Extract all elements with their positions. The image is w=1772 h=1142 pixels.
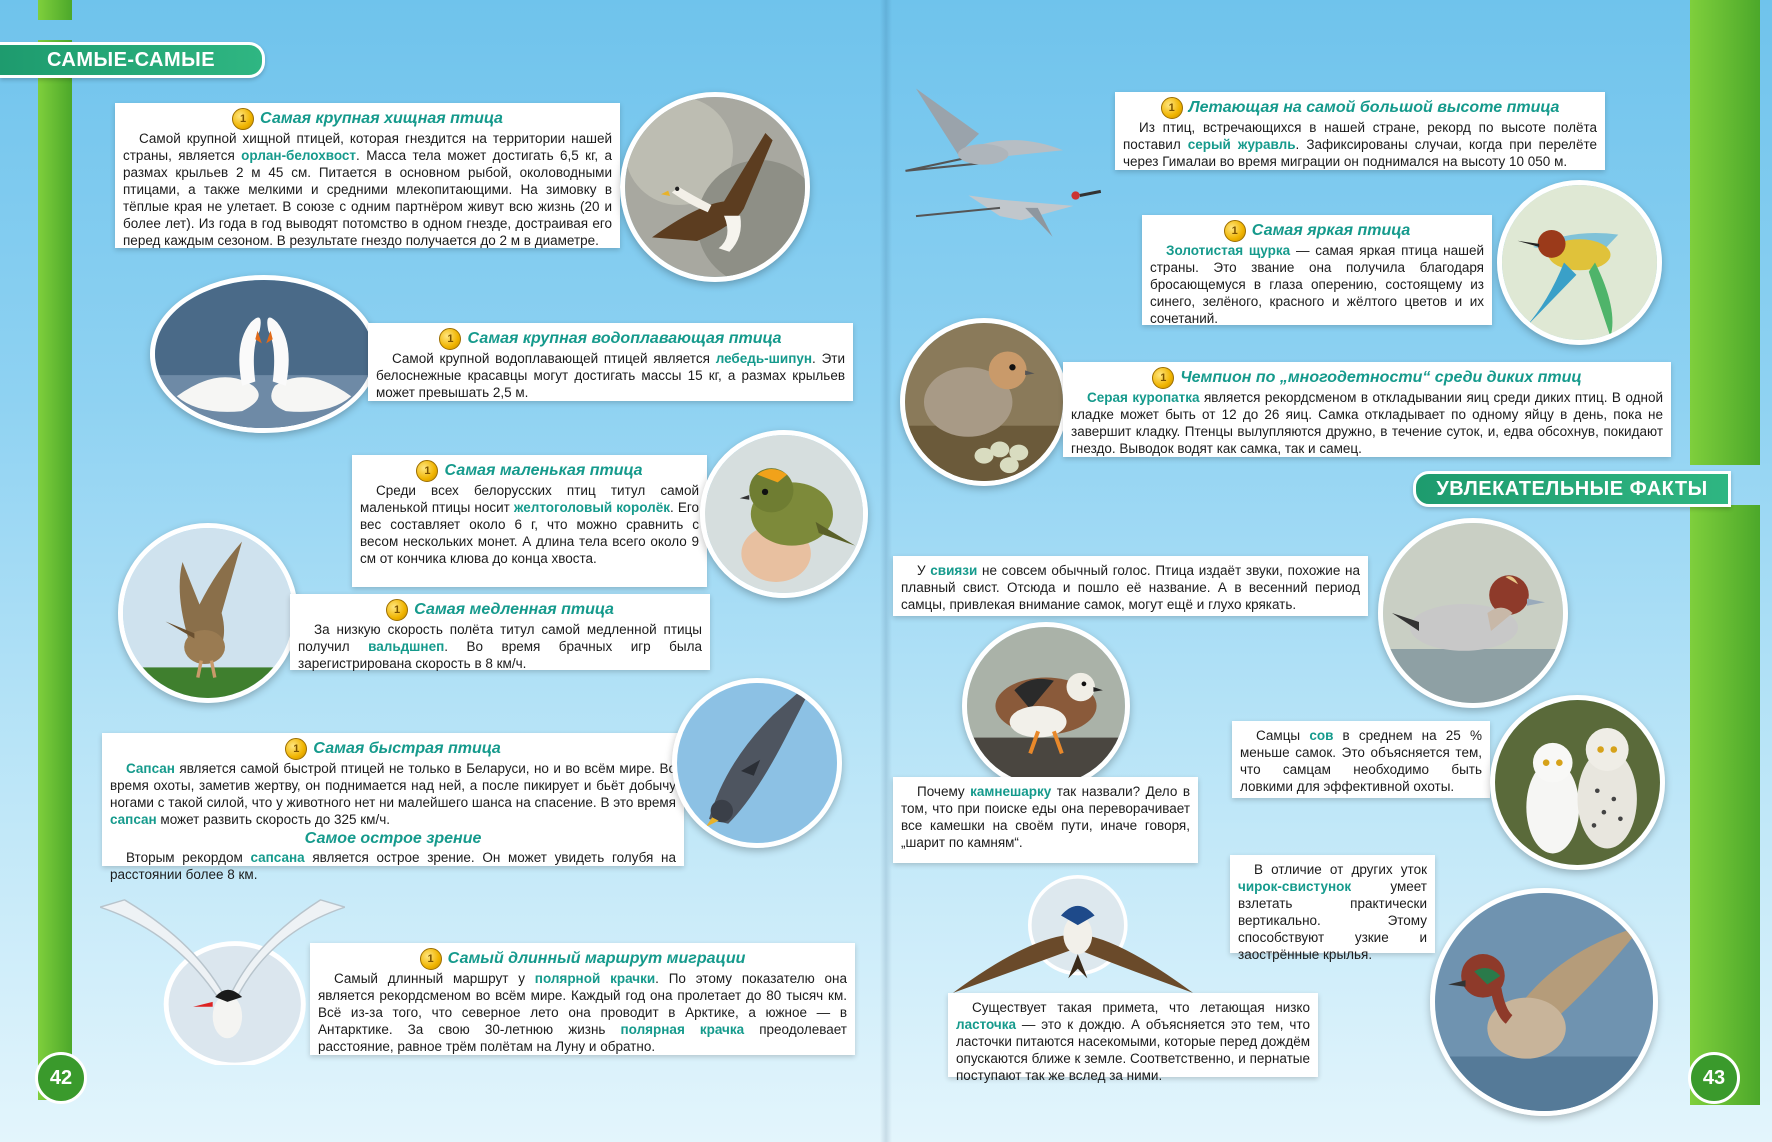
text-segment: В отличие от других уток (1254, 862, 1427, 877)
text-segment: не совсем обычный голос. Птица издаёт звуки, похожие на плавный свист. Отсюда и пошло её название. А в весенний период самцы, привлекая внимание самок, могут ещё и глухо крякать. (901, 563, 1361, 612)
highlight-term: полярная крачка (620, 1022, 745, 1037)
section-header-right: УВЛЕКАТЕЛЬНЫЕ ФАКТЫ (1413, 471, 1731, 507)
card-text (376, 350, 845, 401)
text-segment: Почему (917, 784, 971, 799)
text-segment: . Зафиксированы случаи, когда при перелёте через Гималаи во время миграции он поднимался на высоту 10 050 м. (1123, 137, 1597, 169)
fact-wigeon (893, 556, 1368, 616)
fact-text (1238, 861, 1427, 963)
falcon-photo (672, 678, 842, 848)
medal-icon: 1 (439, 328, 461, 350)
fact-text (1240, 727, 1482, 795)
goldcrest-photo (700, 430, 868, 598)
bee-eater-photo (1497, 180, 1662, 345)
highlight-term: полярной крачки (534, 971, 656, 986)
medal-icon: 1 (232, 108, 254, 130)
text-segment: Самый длинный маршрут у (334, 971, 535, 986)
card-text (318, 970, 847, 1055)
left-top-bar (38, 0, 72, 20)
card-text (298, 621, 702, 672)
highlight-term: камнешарку (970, 784, 1052, 799)
highlight-term: желтоголовый королёк (513, 500, 671, 515)
card-text (360, 482, 699, 567)
card-subtitle: Самое острое зрение (304, 830, 482, 847)
highlight-term: Золотистая щурка (1166, 243, 1291, 258)
card-fastest (102, 733, 684, 882)
highlight-term: серый журавль (1187, 137, 1296, 152)
text-segment: является острое зрение. Он может увидеть голубя на расстоянии более 8 км. (110, 850, 676, 882)
text-segment: . Масса тела может достигать 6,5 кг, а размах крыльев 2 м 45 см. Питается в основном рыбой, околоводными птицами, а также мелкими и средними млекопитающими. На зимовку в тёплые края не улетает. В союзе с одним партнёром живут всю жизнь (20 и более лет). Из года в год выводят потомство в одном гнезде, достраивая его перед каждым сезоном. В результате гнездо получается до 2 м в диаметре. (123, 148, 612, 248)
text-segment: У (917, 563, 931, 578)
text-segment: Среди всех белорусских птиц титул самой маленькой птицы носит (360, 483, 699, 515)
medal-icon: 1 (1161, 97, 1183, 119)
highlight-term: ласточка (956, 1017, 1017, 1032)
card-title: Летающая на самой большой высоте птица (1188, 99, 1560, 116)
page-number-right: 43 (1688, 1052, 1740, 1104)
fact-owls (1232, 721, 1490, 798)
highlight-term: свиязи (930, 563, 978, 578)
highlight-term: лебедь-шипун (715, 351, 813, 366)
text-segment: Самой крупной хищной птицей, которая гнездится на территории нашей страны, является (123, 131, 612, 163)
fact-text (956, 999, 1310, 1084)
text-segment: преодолевает расстояние, равное трём полётам на Луну и обратно. (318, 1022, 847, 1054)
card-brightest (1142, 215, 1492, 325)
text-segment: . По этому показателю она является рекордсменом во всём мире. Каждый год она пролетает до 80 тысяч км. Всё из-за того, что северное лето она проводит в Арктике, а южное — в Антарктике. За свою 30-летнюю жизнь (318, 971, 847, 1037)
right-bottom-bar (1690, 505, 1760, 1105)
fact-swallow (948, 993, 1318, 1083)
teal-photo (1430, 888, 1658, 1116)
card-text (1150, 242, 1484, 327)
card-largest-predator (115, 103, 620, 248)
card-text (110, 760, 676, 828)
tern-photo (100, 895, 345, 1065)
medal-icon: 1 (285, 738, 307, 760)
text-segment: является рекордсменом в откладывании яиц среди диких птиц. В одной кладке может быть от 12 до 26 яиц. Самка откладывает по одному яйцу в день, пока не завершит кладку. Птенцы вылупляются дружно, в течение суток, и, едва обсохнув, покидают гнездо. Выводок водят как самка, так и самец. (1071, 390, 1663, 456)
wigeon-photo (1378, 518, 1568, 708)
fact-text (901, 562, 1360, 613)
card-smallest (352, 455, 707, 587)
text-segment: Из птиц, встречающихся в нашей стране, рекорд по высоте полёта поставил (1123, 120, 1597, 152)
card-title: Самая маленькая птица (444, 462, 643, 479)
text-segment: . Эти белоснежные красавцы могут достигать массы 15 кг, а размах крыльев может превышать 2,5 м. (376, 351, 845, 400)
text-segment: умеет взлетать практически вертикально. Этому способствуют узкие и заострённые крылья. (1238, 879, 1427, 962)
page-number-left: 42 (35, 1052, 87, 1104)
fact-teal (1230, 855, 1435, 962)
card-title: Самая медленная птица (414, 601, 614, 618)
card-title: Самая крупная хищная птица (260, 110, 503, 127)
text-segment: Вторым рекордом (126, 850, 251, 865)
card-text (1123, 119, 1597, 170)
right-top-bar (1690, 0, 1760, 465)
fact-turnstone (893, 777, 1198, 863)
highlight-term: Сапсан (126, 761, 175, 776)
eagle-photo (620, 92, 810, 282)
section-header-left: САМЫЕ-САМЫЕ (0, 42, 265, 78)
highlight-term: чирок-свистунок (1238, 879, 1352, 894)
card-title: Самый длинный маршрут миграции (447, 950, 746, 967)
card-slowest (290, 594, 710, 670)
medal-icon: 1 (1152, 367, 1174, 389)
partridge-photo (900, 318, 1068, 486)
card-longest-migration (310, 943, 855, 1055)
owls-photo (1490, 695, 1665, 870)
text-segment: — самая яркая птица нашей страны. Это звание она получила благодаря бросающемуся в глаза оперению, состоящему из синего, зелёного, красного и жёлтого цветов и их сочетаний. (1150, 243, 1484, 326)
text-segment: является самой быстрой птицей не только в Беларуси, но и во всём мире. Во время охоты, заметив жертву, он поднимается над ней, а после пикирует и бьёт добычу ногами с такой силой, что у животного нет ни малейшего шанса на спасение. В это время (110, 761, 676, 810)
card-title: Самая крупная водоплавающая птица (467, 330, 782, 347)
fact-text (901, 783, 1190, 851)
card-largest-waterfowl (368, 323, 853, 401)
card-text (123, 130, 612, 249)
text-segment: . Его вес составляет около 6 г, что можно сравнить с весом нескольких монет. А длина тела всего около 9 см от кончика клюва до конца хвоста. (360, 500, 699, 566)
text-segment: Существует такая примета, что летающая низко (972, 1000, 1310, 1015)
left-vertical-bar (38, 40, 72, 1100)
medal-icon: 1 (416, 460, 438, 482)
cranes-photo (895, 72, 1105, 247)
text-segment: так назвали? Дело в том, что при поиске еды она переворачивает все камешки на своём пути, иначе говоря, „шарит по камням“. (901, 784, 1190, 850)
text-segment: — это к дождю. А объясняется это тем, что ласточки питаются насекомыми, которые перед дождём опускаются ближе к земле. Соответственно, и пернатые поступают так же вслед за ними. (956, 1017, 1310, 1083)
text-segment: в среднем на 25 % меньше самок. Это объясняется тем, что самцам необходимо быть ловкими для эффективной охоты. (1240, 728, 1482, 794)
card-title: Самая быстрая птица (313, 740, 501, 757)
card-title: Чемпион по „многодетности“ среди диких птиц (1180, 369, 1582, 386)
swan-photo (150, 275, 378, 433)
highlight-term: Серая куропатка (1087, 390, 1200, 405)
highlight-term: вальдшнеп (368, 639, 445, 654)
card-fertility (1063, 362, 1671, 457)
highlight-term: орлан-белохвост (241, 148, 357, 163)
card-highest-flight (1115, 92, 1605, 170)
highlight-term: сапсан (110, 812, 157, 827)
highlight-term: сапсана (250, 850, 305, 865)
text-segment: может развить скорость до 325 км/ч. (156, 812, 391, 827)
text-segment: Самцы (1256, 728, 1310, 743)
text-segment: Самой крупной водоплавающей птицей является (392, 351, 716, 366)
highlight-term: сов (1309, 728, 1334, 743)
card-text (1071, 389, 1663, 457)
text-segment: За низкую скорость полёта титул самой медленной птицы получил (298, 622, 702, 654)
card-text-2 (110, 849, 676, 883)
medal-icon: 1 (420, 948, 442, 970)
turnstone-photo (962, 622, 1130, 790)
medal-icon: 1 (1224, 220, 1246, 242)
medal-icon: 1 (386, 599, 408, 621)
text-segment: . Во время брачных игр была зарегистрирована скорость в 8 км/ч. (298, 639, 702, 671)
woodcock-photo (118, 523, 298, 703)
card-title: Самая яркая птица (1251, 222, 1411, 239)
